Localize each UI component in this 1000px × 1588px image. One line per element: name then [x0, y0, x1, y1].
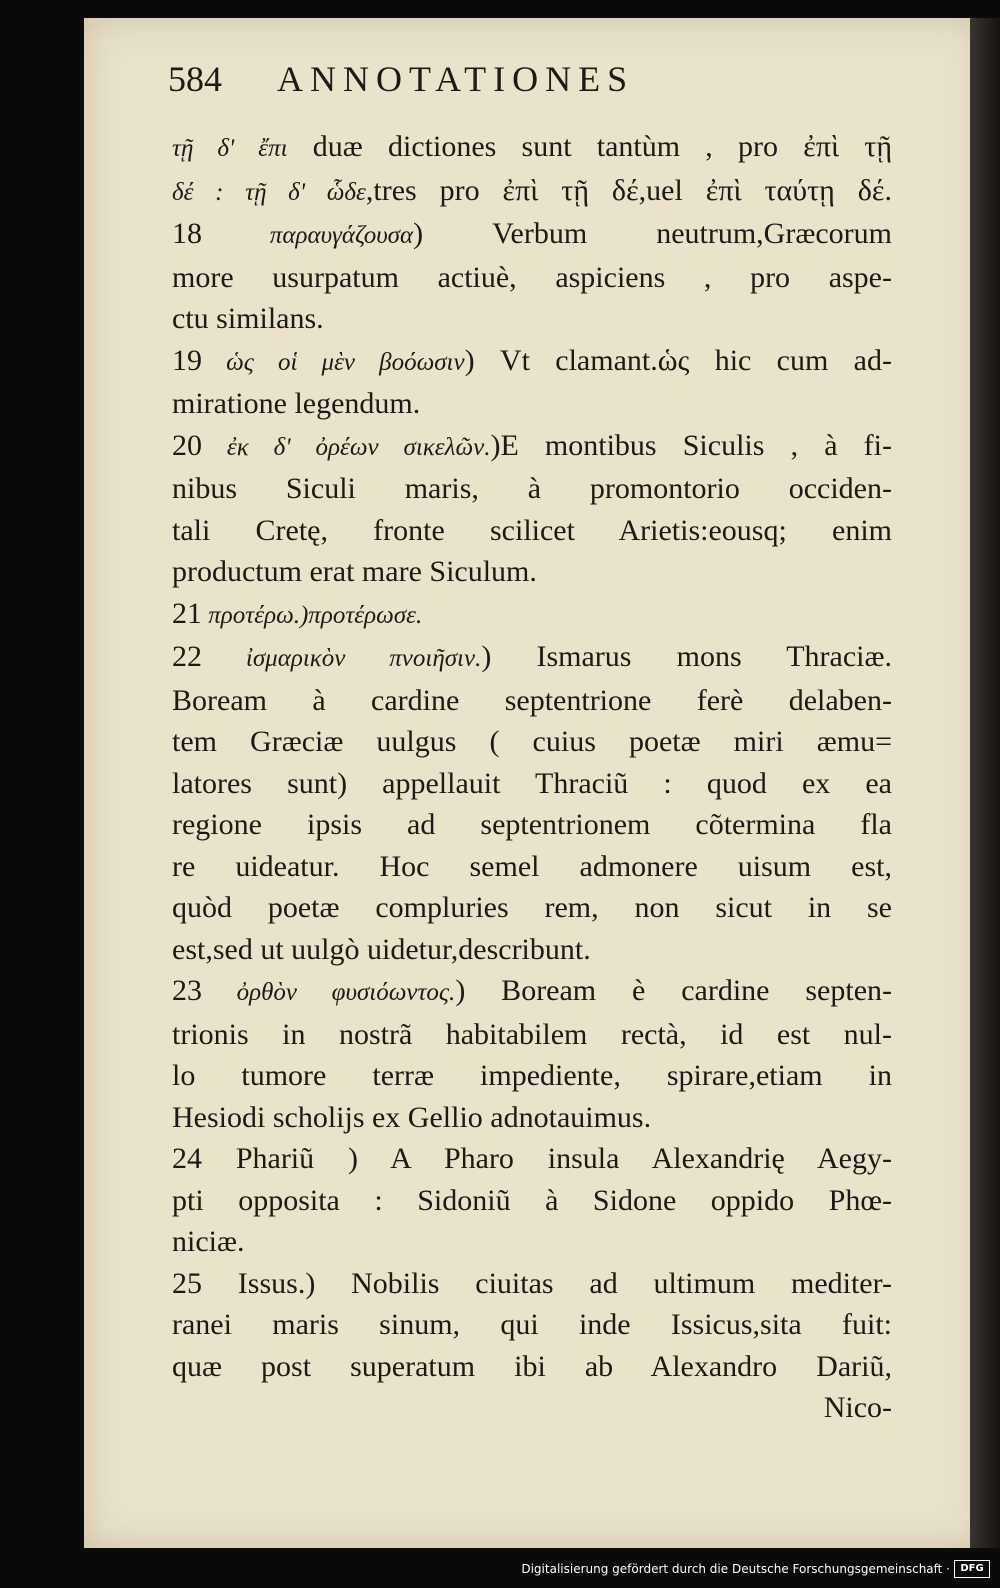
footer-credit: Digitalisierung gefördert durch die Deutsche Forschungsgemeinschaft ·	[521, 1562, 950, 1576]
latin-text: quæ post superatum ibi ab Alexandro Dariũ,	[172, 1349, 892, 1383]
text-line	[172, 257, 892, 299]
text-line	[172, 425, 892, 469]
latin-text: ) Verbum neutrum,Græcorum	[413, 217, 892, 250]
note-number: 24	[172, 1142, 202, 1175]
latin-text: miratione legendum.	[172, 387, 421, 420]
text-line	[172, 804, 892, 846]
text-line	[172, 1304, 892, 1346]
latin-text: pti opposita : Sidoniũ à Sidone oppido Phœ-	[172, 1183, 892, 1217]
latin-text: Phariũ ) A Pharo insula Alexandrię Aegy-	[202, 1142, 892, 1175]
text-line	[172, 213, 892, 257]
text-line	[172, 1387, 892, 1429]
footer-bar	[0, 1552, 1000, 1588]
text-line	[172, 763, 892, 805]
latin-text: est,sed ut uulgò uidetur,describunt.	[172, 932, 591, 966]
text-line	[172, 468, 892, 510]
latin-text: ) Boream è cardine septen-	[455, 974, 892, 1007]
text-line	[172, 970, 892, 1014]
book-edge	[970, 18, 1000, 1548]
text-line	[172, 1346, 892, 1388]
text-line	[172, 1138, 892, 1180]
latin-text: Issus.) Nobilis ciuitas ad ultimum mediter-	[202, 1266, 892, 1300]
note-number: 22	[172, 640, 202, 673]
text-line	[172, 1221, 892, 1263]
running-title: ANNOTATIONES	[277, 59, 635, 99]
note-number: 20	[172, 428, 202, 462]
latin-text: productum erat mare Siculum.	[172, 555, 537, 588]
latin-text: ) Vt clamant.ὡς hic cum ad-	[464, 343, 892, 377]
text-line	[172, 126, 892, 170]
greek-lemma: προτέρω.)προτέρωσε.	[202, 601, 423, 629]
greek-lemma: τῇ δ' ἔπι	[172, 135, 288, 162]
note-number: 19	[172, 343, 202, 377]
latin-text: regione ipsis ad septentrionem cõtermina fla	[172, 808, 892, 841]
latin-text: re uideatur. Hoc semel admonere uisum est,	[172, 849, 892, 883]
text-line	[172, 383, 892, 425]
greek-lemma: ὡς οἱ μὲν βοόωσιν	[202, 348, 465, 376]
latin-text: duæ dictiones sunt tantùm , pro ἐπὶ τῇ	[287, 130, 893, 163]
note-number: 23	[172, 974, 202, 1007]
page-header	[168, 58, 828, 100]
text-line	[172, 1014, 892, 1056]
text-line	[172, 510, 892, 552]
latin-text: ranei maris sinum, qui inde Issicus,sita fuit:	[172, 1308, 892, 1341]
text-line	[172, 1180, 892, 1222]
latin-text: Boream à cardine septentrione ferè delaben-	[172, 683, 892, 717]
text-line	[172, 1263, 892, 1305]
greek-lemma: ἐκ δ' ὀρέων σικελῶν.	[202, 433, 491, 461]
text-line	[172, 721, 892, 763]
latin-text: ) Ismarus mons Thraciæ.	[481, 640, 893, 673]
text-line	[172, 1055, 892, 1097]
page-number: 584	[168, 59, 222, 99]
text-line	[172, 680, 892, 722]
latin-text: trionis in nostrã habitabilem rectà, id est nul-	[172, 1017, 892, 1051]
greek-lemma: ὀρθὸν φυσιόωντος.	[202, 979, 456, 1006]
latin-text: more usurpatum actiuè, aspiciens , pro aspe-	[172, 260, 892, 294]
note-number: 25	[172, 1266, 202, 1300]
latin-text: lo tumore terræ impediente, spirare,etiam in	[172, 1059, 892, 1092]
latin-text: ,tres pro ἐπὶ τῇ δέ,uel ἐπὶ ταύτῃ δέ.	[365, 173, 892, 207]
latin-text: Hesiodi scholijs ex Gellio adnotauimus.	[172, 1100, 652, 1134]
text-line	[172, 929, 892, 971]
note-number: 18	[172, 217, 202, 250]
dfg-logo: DFG	[954, 1560, 990, 1578]
latin-text: niciæ.	[172, 1225, 245, 1258]
latin-text: nibus Siculi maris, à promontorio occiden-	[172, 472, 892, 505]
text-line	[172, 340, 892, 384]
text-line	[172, 846, 892, 888]
note-number: 21	[172, 596, 202, 630]
latin-text: tem Græciæ uulgus ( cuius poetæ miri æmu=	[172, 725, 892, 758]
latin-text: latores sunt) appellauit Thraciũ : quod ex ea	[172, 766, 892, 800]
greek-lemma: παραυγάζουσα	[202, 222, 414, 249]
text-line	[172, 593, 892, 637]
text-line	[172, 887, 892, 929]
latin-text: quòd poetæ compluries rem, non sicut in se	[172, 891, 892, 924]
latin-text: ctu similans.	[172, 302, 324, 335]
greek-lemma: δέ : τῇ δ' ὧδε	[172, 178, 366, 206]
greek-lemma: ἰσμαρικὸν πνοιῆσιν.	[202, 645, 482, 672]
latin-text: )E montibus Siculis , à fi-	[490, 428, 892, 462]
text-line	[172, 298, 892, 340]
text-line	[172, 636, 892, 680]
text-line	[172, 1097, 892, 1139]
text-line	[172, 170, 892, 214]
latin-text: tali Cretę, fronte scilicet Arietis:eousq; enim	[172, 513, 892, 547]
text-line	[172, 551, 892, 593]
annotation-text	[172, 126, 892, 1429]
latin-text: Nico-	[823, 1391, 892, 1424]
